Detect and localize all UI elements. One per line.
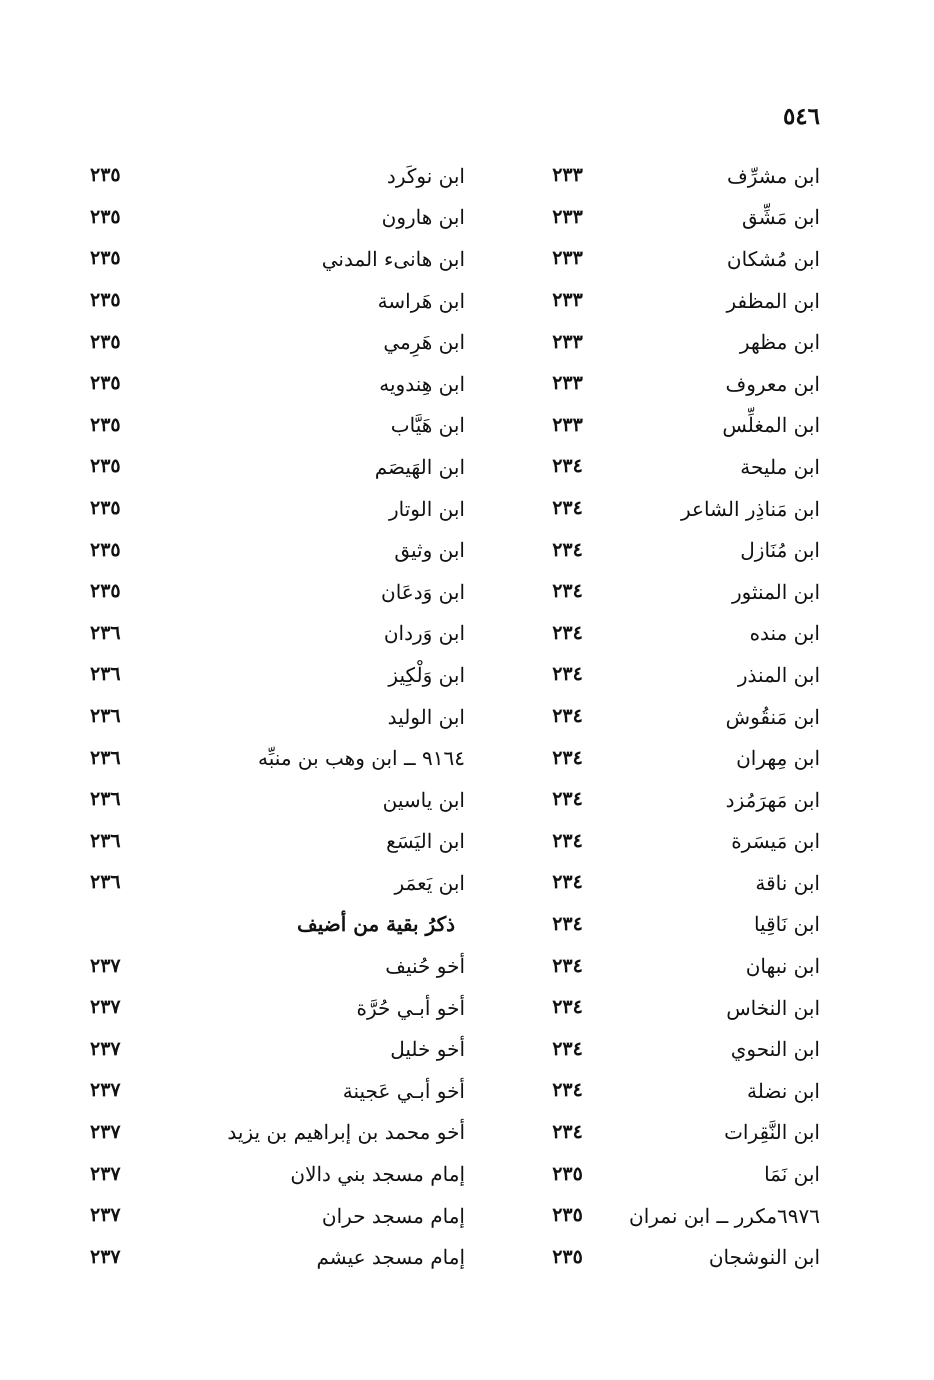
right-entry-name: ابن منده bbox=[749, 621, 820, 646]
right-entry-name: ابن مُنَازل bbox=[740, 538, 820, 563]
left-entry-name: ابن هانىء المدني bbox=[321, 246, 465, 271]
right-entry-name: ابن مَهرَمُزد bbox=[725, 787, 820, 812]
index-row bbox=[90, 987, 820, 1029]
index-row bbox=[90, 654, 820, 696]
left-entry-page: ٢٣٦ bbox=[90, 871, 121, 894]
left-entry-name: ابن هارون bbox=[381, 205, 465, 230]
left-entry-name: ابن وَدعَان bbox=[381, 579, 465, 604]
section-heading: ذكرُ بقية من أضيف bbox=[296, 912, 455, 937]
left-entry-page: ٢٣٧ bbox=[90, 1162, 121, 1185]
right-entry-name: ابن مَشِّق bbox=[742, 205, 820, 230]
right-entry-page: ٢٣٤ bbox=[552, 1079, 583, 1102]
left-entry-page: ٢٣٧ bbox=[90, 1204, 121, 1227]
left-entry-page: ٢٣٦ bbox=[90, 788, 121, 811]
left-entry-page: ٢٣٧ bbox=[90, 1079, 121, 1102]
right-entry-page: ٢٣٤ bbox=[552, 538, 583, 561]
right-entry-name: ابن النوشجان bbox=[708, 1245, 820, 1270]
right-entry-page: ٢٣٤ bbox=[552, 580, 583, 603]
index-row bbox=[90, 363, 820, 405]
left-entry-name: أخو محمد بن إبراهيم بن يزيد bbox=[227, 1120, 465, 1145]
index-row bbox=[90, 488, 820, 530]
left-entry-name: ابن هَيَّاب bbox=[390, 413, 465, 438]
index-row bbox=[90, 613, 820, 655]
index-row bbox=[90, 1236, 820, 1278]
index-row bbox=[90, 238, 820, 280]
left-entry-name: ابن هِندويه bbox=[379, 371, 465, 396]
right-entry-name: ابن مَناذِر الشاعر bbox=[680, 496, 820, 521]
right-entry-name: ابن مشرِّف bbox=[726, 163, 820, 188]
right-entry-name: ابن نضلة bbox=[747, 1078, 820, 1103]
left-entry-name: ابن الهَيصَم bbox=[374, 454, 465, 479]
index-row bbox=[90, 945, 820, 987]
left-entry-page: ٢٣٥ bbox=[90, 330, 121, 353]
left-entry-page: ٢٣٥ bbox=[90, 455, 121, 478]
left-entry-name: أخو حُنيف bbox=[385, 954, 465, 979]
index-row bbox=[90, 696, 820, 738]
left-entry-name: أخو أبـي عَجينة bbox=[342, 1078, 465, 1103]
right-entry-name: ابن ناقة bbox=[755, 870, 820, 895]
right-entry-name: ابن النحوي bbox=[730, 1037, 820, 1062]
left-entry-name: ابن الوليد bbox=[387, 704, 465, 729]
right-entry-page: ٢٣٣ bbox=[552, 289, 583, 312]
right-entry-page: ٢٣٥ bbox=[552, 1162, 583, 1185]
left-entry-page: ٢٣٥ bbox=[90, 164, 121, 187]
right-entry-page: ٢٣٤ bbox=[552, 621, 583, 644]
right-entry-name: ابن المنذر bbox=[737, 662, 820, 687]
right-entry-name: ابن نبهان bbox=[745, 954, 820, 979]
index-row bbox=[90, 904, 820, 946]
right-entry-page: ٢٣٣ bbox=[552, 413, 583, 436]
right-entry-page: ٢٣٣ bbox=[552, 205, 583, 228]
page-number: ٥٤٦ bbox=[782, 103, 820, 130]
index-row bbox=[90, 405, 820, 447]
right-entry-page: ٢٣٣ bbox=[552, 372, 583, 395]
left-entry-page: ٢٣٦ bbox=[90, 621, 121, 644]
right-entry-page: ٢٣٤ bbox=[552, 1120, 583, 1143]
index-row bbox=[90, 779, 820, 821]
index-row bbox=[90, 1195, 820, 1237]
left-entry-name: ٩١٦٤ ــ ابن وهب بن منبِّه bbox=[258, 746, 465, 771]
index-row bbox=[90, 1028, 820, 1070]
right-entry-page: ٢٣٥ bbox=[552, 1245, 583, 1268]
left-entry-page: ٢٣٥ bbox=[90, 497, 121, 520]
right-entry-page: ٢٣٤ bbox=[552, 663, 583, 686]
right-entry-page: ٢٣٤ bbox=[552, 455, 583, 478]
right-entry-page: ٢٣٤ bbox=[552, 954, 583, 977]
right-entry-page: ٢٣٣ bbox=[552, 330, 583, 353]
left-entry-page: ٢٣٧ bbox=[90, 996, 121, 1019]
right-entry-page: ٢٣٤ bbox=[552, 746, 583, 769]
left-entry-name: أخو أبـي حُرَّة bbox=[356, 995, 465, 1020]
right-entry-page: ٢٣٣ bbox=[552, 247, 583, 270]
left-entry-name: ابن هَرِمي bbox=[383, 330, 465, 355]
left-entry-page: ٢٣٦ bbox=[90, 746, 121, 769]
left-entry-page: ٢٣٧ bbox=[90, 1120, 121, 1143]
right-entry-page: ٢٣٤ bbox=[552, 996, 583, 1019]
left-entry-name: ابن وَلْكِيز bbox=[388, 662, 465, 687]
index-row bbox=[90, 321, 820, 363]
right-entry-name: ابن مَيسَرة bbox=[731, 829, 820, 854]
left-entry-page: ٢٣٥ bbox=[90, 580, 121, 603]
right-entry-name: ابن النَّقِرات bbox=[724, 1120, 820, 1145]
index-row bbox=[90, 529, 820, 571]
left-entry-page: ٢٣٥ bbox=[90, 247, 121, 270]
index-row bbox=[90, 1070, 820, 1112]
right-entry-page: ٢٣٤ bbox=[552, 912, 583, 935]
left-entry-page: ٢٣٧ bbox=[90, 1037, 121, 1060]
left-entry-page: ٢٣٥ bbox=[90, 372, 121, 395]
right-entry-name: ابن نَمَا bbox=[764, 1162, 820, 1187]
left-entry-page: ٢٣٥ bbox=[90, 538, 121, 561]
right-entry-name: ٦٩٧٦مكرر ــ ابن نمران bbox=[629, 1203, 820, 1228]
left-entry-page: ٢٣٥ bbox=[90, 205, 121, 228]
right-entry-page: ٢٣٤ bbox=[552, 1037, 583, 1060]
index-row bbox=[90, 862, 820, 904]
right-entry-page: ٢٣٤ bbox=[552, 829, 583, 852]
left-entry-page: ٢٣٦ bbox=[90, 705, 121, 728]
right-entry-name: ابن نَاقِيا bbox=[753, 912, 820, 937]
index-row bbox=[90, 280, 820, 322]
index-row bbox=[90, 821, 820, 863]
right-entry-page: ٢٣٣ bbox=[552, 164, 583, 187]
right-entry-page: ٢٣٥ bbox=[552, 1204, 583, 1227]
right-entry-name: ابن المغلِّس bbox=[722, 413, 820, 438]
left-entry-name: ابن هَراسة bbox=[377, 288, 465, 313]
left-entry-name: ابن اليَسَع bbox=[386, 829, 465, 854]
index-row bbox=[90, 155, 820, 197]
left-entry-name: ابن يَعمَر bbox=[394, 870, 465, 895]
index-row bbox=[90, 571, 820, 613]
right-entry-name: ابن النخاس bbox=[726, 995, 820, 1020]
right-entry-name: ابن معروف bbox=[725, 371, 820, 396]
left-entry-page: ٢٣٧ bbox=[90, 954, 121, 977]
right-entry-name: ابن مَنقُوش bbox=[725, 704, 820, 729]
left-entry-name: ابن وَردان bbox=[383, 621, 465, 646]
left-entry-name: إمام مسجد حران bbox=[321, 1203, 465, 1228]
index-row bbox=[90, 1112, 820, 1154]
right-entry-name: ابن مِهران bbox=[736, 746, 820, 771]
right-entry-page: ٢٣٤ bbox=[552, 788, 583, 811]
left-entry-page: ٢٣٥ bbox=[90, 413, 121, 436]
left-entry-name: ابن ياسين bbox=[382, 787, 465, 812]
index-row bbox=[90, 446, 820, 488]
left-entry-page: ٢٣٧ bbox=[90, 1245, 121, 1268]
left-entry-name: إمام مسجد بني دالان bbox=[290, 1162, 465, 1187]
left-entry-page: ٢٣٦ bbox=[90, 663, 121, 686]
right-entry-name: ابن المنثور bbox=[732, 579, 820, 604]
right-entry-page: ٢٣٤ bbox=[552, 497, 583, 520]
right-entry-name: ابن مظهر bbox=[739, 330, 820, 355]
index-row bbox=[90, 737, 820, 779]
left-entry-name: ابن الوتار bbox=[388, 496, 465, 521]
left-entry-page: ٢٣٦ bbox=[90, 829, 121, 852]
right-entry-name: ابن مليحة bbox=[740, 454, 820, 479]
index-table bbox=[90, 155, 820, 1278]
left-entry-page: ٢٣٥ bbox=[90, 289, 121, 312]
right-entry-page: ٢٣٤ bbox=[552, 705, 583, 728]
left-entry-name: ابن نوكَرد bbox=[386, 163, 465, 188]
index-row bbox=[90, 1153, 820, 1195]
right-entry-name: ابن مُشكان bbox=[726, 246, 820, 271]
left-entry-name: ابن وثيق bbox=[394, 538, 465, 563]
left-entry-name: أخو خليل bbox=[390, 1037, 465, 1062]
right-entry-name: ابن المظفر bbox=[726, 288, 820, 313]
left-entry-name: إمام مسجد عيشم bbox=[316, 1245, 465, 1270]
right-entry-page: ٢٣٤ bbox=[552, 871, 583, 894]
index-row bbox=[90, 197, 820, 239]
